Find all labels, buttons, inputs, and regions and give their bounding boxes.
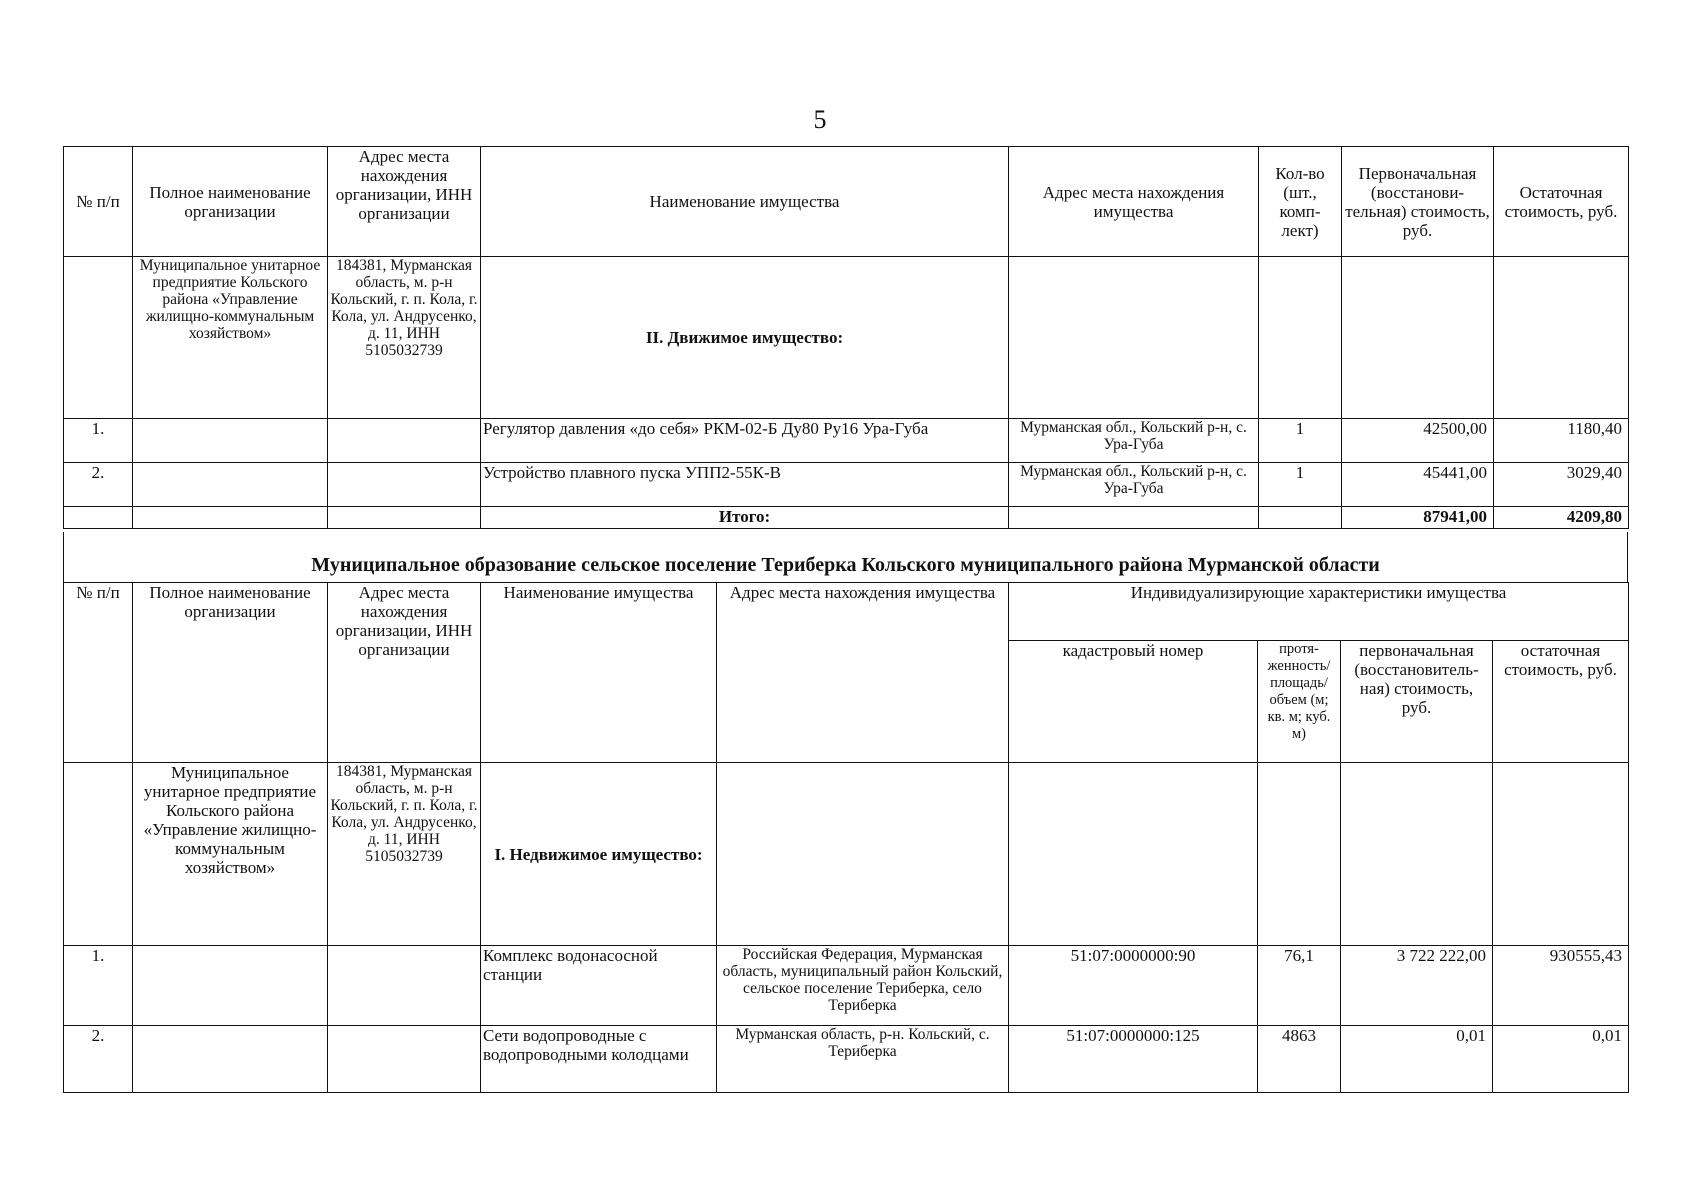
header-org-name: Полное наименование организации [133,147,328,257]
page-number: 5 [813,105,827,134]
header-property-address: Адрес места нахождения имущества [1009,147,1259,257]
empty-cell [328,507,481,529]
empty-cell [1009,507,1259,529]
property-name: Устройство плавного пуска УПП2-55К-В [481,463,1009,507]
residual-cost: 1180,40 [1494,419,1629,463]
initial-cost: 45441,00 [1342,463,1494,507]
header-initial-cost: Первоначальная (восстанови-тельная) стоимость, руб. [1342,147,1494,257]
real-estate-table [63,582,1629,1093]
header-org-address: Адрес места нахождения организации, ИНН организации [328,147,481,257]
header-property-name: Наименование имущества [481,583,717,763]
empty-cell [1259,257,1342,419]
table-row [64,419,1629,463]
header-residual-cost: остаточная стоимость, руб. [1493,641,1629,763]
table-header-row [64,147,1629,257]
property-extent: 4863 [1258,1026,1341,1093]
header-qty: Кол-во (шт., комп-лект) [1259,147,1342,257]
header-cadastral: кадастровый номер [1009,641,1258,763]
section-title: Муниципальное образование сельское поселение Териберка Кольского муниципального района Мурманской области [311,554,1380,576]
org-row [64,257,1629,419]
table-header-row [64,583,1629,641]
table-row [64,463,1629,507]
cadastral-number: 51:07:0000000:125 [1009,1026,1258,1093]
header-extent: протя-женность/ площадь/ объем (м; кв. м; куб. м) [1258,641,1341,763]
header-residual-cost: Остаточная стоимость, руб. [1494,147,1629,257]
property-name: Комплекс водонасосной станции [481,946,717,1026]
empty-cell [133,463,328,507]
row-num: 2. [64,463,133,507]
cadastral-number: 51:07:0000000:90 [1009,946,1258,1026]
header-initial-cost: первоначальная (восстановитель-ная) стоимость, руб. [1341,641,1493,763]
residual-cost: 0,01 [1493,1026,1629,1093]
header-characteristics: Индивидуализирующие характеристики имущества [1009,583,1629,641]
property-name: Регулятор давления «до себя» РКМ-02-Б Ду80 Ру16 Ура-Губа [481,419,1009,463]
residual-cost: 930555,43 [1493,946,1629,1026]
empty-cell [328,419,481,463]
total-initial: 87941,00 [1342,507,1494,529]
empty-cell [1341,763,1493,946]
empty-cell [133,507,328,529]
empty-cell [328,946,481,1026]
table-row [64,946,1629,1026]
empty-cell [1259,507,1342,529]
org-name: Муниципальное унитарное предприятие Кольского района «Управление жилищно-коммунальным хозяйством» [133,257,328,419]
total-row [64,507,1629,529]
property-address: Мурманская обл., Кольский р-н, с. Ура-Губа [1009,463,1259,507]
org-row-num [64,763,133,946]
total-residual: 4209,80 [1494,507,1629,529]
org-row [64,763,1629,946]
header-property-name: Наименование имущества [481,147,1009,257]
property-address: Мурманская обл., Кольский р-н, с. Ура-Губа [1009,419,1259,463]
residual-cost: 3029,40 [1494,463,1629,507]
empty-cell [1493,763,1629,946]
row-num: 1. [64,419,133,463]
empty-cell [133,946,328,1026]
header-num: № п/п [64,583,133,763]
header-property-address: Адрес места нахождения имущества [717,583,1009,763]
header-org-name: Полное наименование организации [133,583,328,763]
header-org-address: Адрес места нахождения организации, ИНН организации [328,583,481,763]
row-num: 1. [64,946,133,1026]
empty-cell [328,1026,481,1093]
org-name: Муниципальное унитарное предприятие Кольского района «Управление жилищно-коммунальным хозяйством» [133,763,328,946]
empty-cell [1009,763,1258,946]
empty-cell [64,507,133,529]
table-row [64,1026,1629,1093]
org-row-num [64,257,133,419]
org-address: 184381, Мурманская область, м. р-н Кольский, г. п. Кола, г. Кола, ул. Андрусенко, д. 11, ИНН 5105032739 [328,257,481,419]
header-num: № п/п [64,147,133,257]
row-num: 2. [64,1026,133,1093]
initial-cost: 3 722 222,00 [1341,946,1493,1026]
empty-cell [1009,257,1259,419]
empty-cell [1258,763,1341,946]
empty-cell [328,463,481,507]
property-extent: 76,1 [1258,946,1341,1026]
empty-cell [133,1026,328,1093]
initial-cost: 42500,00 [1342,419,1494,463]
property-qty: 1 [1259,463,1342,507]
movable-property-table [63,146,1629,529]
total-label: Итого: [481,507,1009,529]
property-qty: 1 [1259,419,1342,463]
property-address: Российская Федерация, Мурманская область, муниципальный район Кольский, сельское поселение Териберка, село Териберка [717,946,1009,1026]
empty-cell [1494,257,1629,419]
section-label: II. Движимое имущество: [481,257,1009,419]
section-label: I. Недвижимое имущество: [481,763,717,946]
initial-cost: 0,01 [1341,1026,1493,1093]
empty-cell [1342,257,1494,419]
property-address: Мурманская область, р-н. Кольский, с. Териберка [717,1026,1009,1093]
property-name: Сети водопроводные с водопроводными колодцами [481,1026,717,1093]
org-address: 184381, Мурманская область, м. р-н Кольский, г. п. Кола, г. Кола, ул. Андрусенко, д. 11, ИНН 5105032739 [328,763,481,946]
empty-cell [717,763,1009,946]
empty-cell [133,419,328,463]
